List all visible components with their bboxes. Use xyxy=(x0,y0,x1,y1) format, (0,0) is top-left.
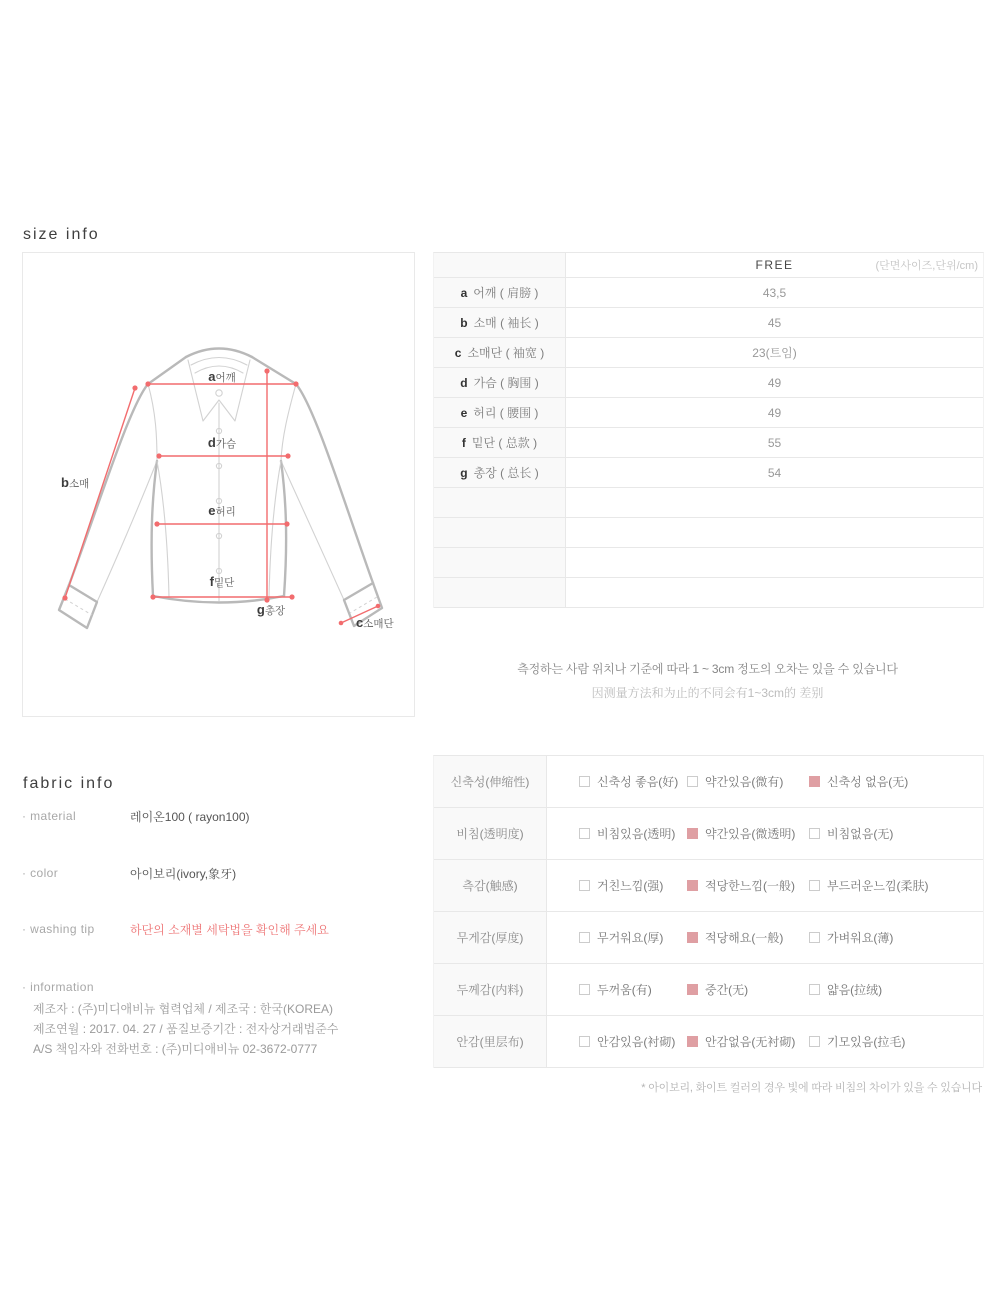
fabric-row-thickness: 두께감(内料) 두꺼움(有) 중간(无) 얇음(拉绒) xyxy=(434,964,983,1016)
checkbox-icon xyxy=(579,1036,590,1047)
fabric-info-heading: fabric info xyxy=(23,775,115,792)
size-column-free: FREE xyxy=(755,258,794,272)
checkbox-icon xyxy=(687,932,698,943)
size-value: 43,5 xyxy=(762,285,787,300)
info-line-date: 제조연월 : 2017. 04. 27 / 품질보증기간 : 전자상거래법준수 xyxy=(33,1022,339,1036)
checkbox-icon xyxy=(579,776,590,787)
field-value-washing-tip: 하단의 소재별 세탁법을 확인해 주세요 xyxy=(130,923,329,937)
option: 신축성 없음(无) xyxy=(809,773,983,790)
size-table-header-row xyxy=(434,253,983,278)
size-row-waist: e 허리 ( 腰围 ) 49 xyxy=(434,398,983,428)
option: 기모있음(拉毛) xyxy=(809,1033,983,1050)
checkbox-icon xyxy=(579,828,590,839)
label-c-cuff: c소매단 xyxy=(356,615,394,630)
fabric-row-sheerness: 비침(透明度) 비침있음(透明) 약간있음(微透明) 비침없음(无) xyxy=(434,808,983,860)
label-f-hem: f밑단 xyxy=(209,574,235,589)
option: 두꺼움(有) xyxy=(579,981,687,998)
size-empty-row xyxy=(434,578,983,608)
option: 적당한느낌(一般) xyxy=(687,877,809,894)
fabric-row-stretch: 신축성(伸缩性) 신축성 좋음(好) 약간있음(微有) 신축성 없음(无) xyxy=(434,756,983,808)
fabric-row-weight: 무게감(厚度) 무거워요(厚) 적당해요(一般) 가벼워요(薄) xyxy=(434,912,983,964)
size-row-chest: d 가슴 ( 胸围 ) 49 xyxy=(434,368,983,398)
option: 가벼워요(薄) xyxy=(809,929,983,946)
size-value: 23(트임) xyxy=(752,346,797,360)
field-value-color: 아이보리(ivory,象牙) xyxy=(130,867,237,881)
option: 안감없음(无衬砌) xyxy=(687,1033,809,1050)
checkbox-icon xyxy=(809,880,820,891)
tolerance-note-korean: 측정하는 사람 위치나 기준에 따라 1 ~ 3cm 정도의 오차는 있을 수 있습니다 xyxy=(517,662,898,676)
label-b-sleeve: b소매 xyxy=(61,475,90,490)
option: 비침있음(透明) xyxy=(579,825,687,842)
size-empty-row xyxy=(434,548,983,578)
option: 비침없음(无) xyxy=(809,825,983,842)
size-value: 54 xyxy=(767,465,782,480)
size-row-shoulder: a 어깨 ( 肩膀 ) 43,5 xyxy=(434,278,983,308)
info-line-manufacturer: 제조자 : (주)미디애비뉴 협력업체 / 제조국 : 한국(KOREA) xyxy=(33,1002,333,1016)
checkbox-icon xyxy=(809,984,820,995)
option: 적당해요(一般) xyxy=(687,929,809,946)
size-tolerance-note xyxy=(433,660,982,701)
size-diagram xyxy=(22,252,415,717)
info-line-contact: A/S 책임자와 전화번호 : (주)미디애비뉴 02-3672-0777 xyxy=(33,1042,318,1056)
label-a-shoulder: a어깨 xyxy=(208,369,236,384)
fabric-row-lining: 안감(里层布) 안감있음(衬砌) 안감없음(无衬砌) 기모있음(拉毛) xyxy=(434,1016,983,1068)
field-label-color: · color xyxy=(22,866,59,880)
size-value: 45 xyxy=(767,315,782,330)
checkbox-icon xyxy=(579,984,590,995)
option: 약간있음(微有) xyxy=(687,773,809,790)
checkbox-icon xyxy=(687,1036,698,1047)
size-value: 55 xyxy=(767,435,782,450)
size-info-heading: size info xyxy=(23,226,100,243)
size-row-length: g 총장 ( 总长 ) 54 xyxy=(434,458,983,488)
checkbox-icon xyxy=(809,776,820,787)
shirt-diagram-svg xyxy=(23,253,414,716)
checkbox-icon xyxy=(687,776,698,787)
fabric-footnote: * 아이보리, 화이트 컬러의 경우 빛에 따라 비침의 차이가 있을 수 있습니다 xyxy=(641,1082,982,1094)
option: 얇음(拉绒) xyxy=(809,981,983,998)
fabric-row-texture: 측감(触感) 거친느낌(强) 적당한느낌(一般) 부드러운느낌(柔肤) xyxy=(434,860,983,912)
size-value: 49 xyxy=(767,405,782,420)
field-label-material: · material xyxy=(22,809,77,823)
checkbox-icon xyxy=(687,984,698,995)
field-value-material: 레이온100 ( rayon100) xyxy=(130,810,250,824)
size-empty-row xyxy=(434,518,983,548)
label-e-waist: e허리 xyxy=(208,503,236,518)
size-row-sleeve: b 소매 ( 袖长 ) 45 xyxy=(434,308,983,338)
checkbox-icon xyxy=(809,932,820,943)
option: 약간있음(微透明) xyxy=(687,825,809,842)
checkbox-icon xyxy=(809,828,820,839)
size-unit-note: (단면사이즈,단위/cm) xyxy=(875,260,978,272)
size-row-cuff: c 소매단 ( 袖宽 ) 23(트임) xyxy=(434,338,983,368)
option: 안감있음(衬砌) xyxy=(579,1033,687,1050)
size-row-hem: f 밑단 ( 总款 ) 55 xyxy=(434,428,983,458)
tolerance-note-chinese: 因测量方法和为止的不同会有1~3cm的 差别 xyxy=(591,686,824,700)
fabric-table xyxy=(433,755,984,1068)
option: 중간(无) xyxy=(687,981,809,998)
label-g-length: g총장 xyxy=(256,602,286,617)
checkbox-icon xyxy=(809,1036,820,1047)
size-empty-row xyxy=(434,488,983,518)
option: 부드러운느낌(柔肤) xyxy=(809,877,983,894)
manufacturer-information xyxy=(33,999,338,1059)
checkbox-icon xyxy=(579,932,590,943)
field-label-information: · information xyxy=(22,980,94,994)
checkbox-icon xyxy=(579,880,590,891)
field-label-washing-tip: · washing tip xyxy=(22,922,95,936)
size-value: 49 xyxy=(767,375,782,390)
checkbox-icon xyxy=(687,828,698,839)
option: 신축성 좋음(好) xyxy=(579,773,687,790)
checkbox-icon xyxy=(687,880,698,891)
size-table xyxy=(433,252,984,608)
option: 무거워요(厚) xyxy=(579,929,687,946)
label-d-chest: d가슴 xyxy=(207,435,237,450)
option: 거친느낌(强) xyxy=(579,877,687,894)
